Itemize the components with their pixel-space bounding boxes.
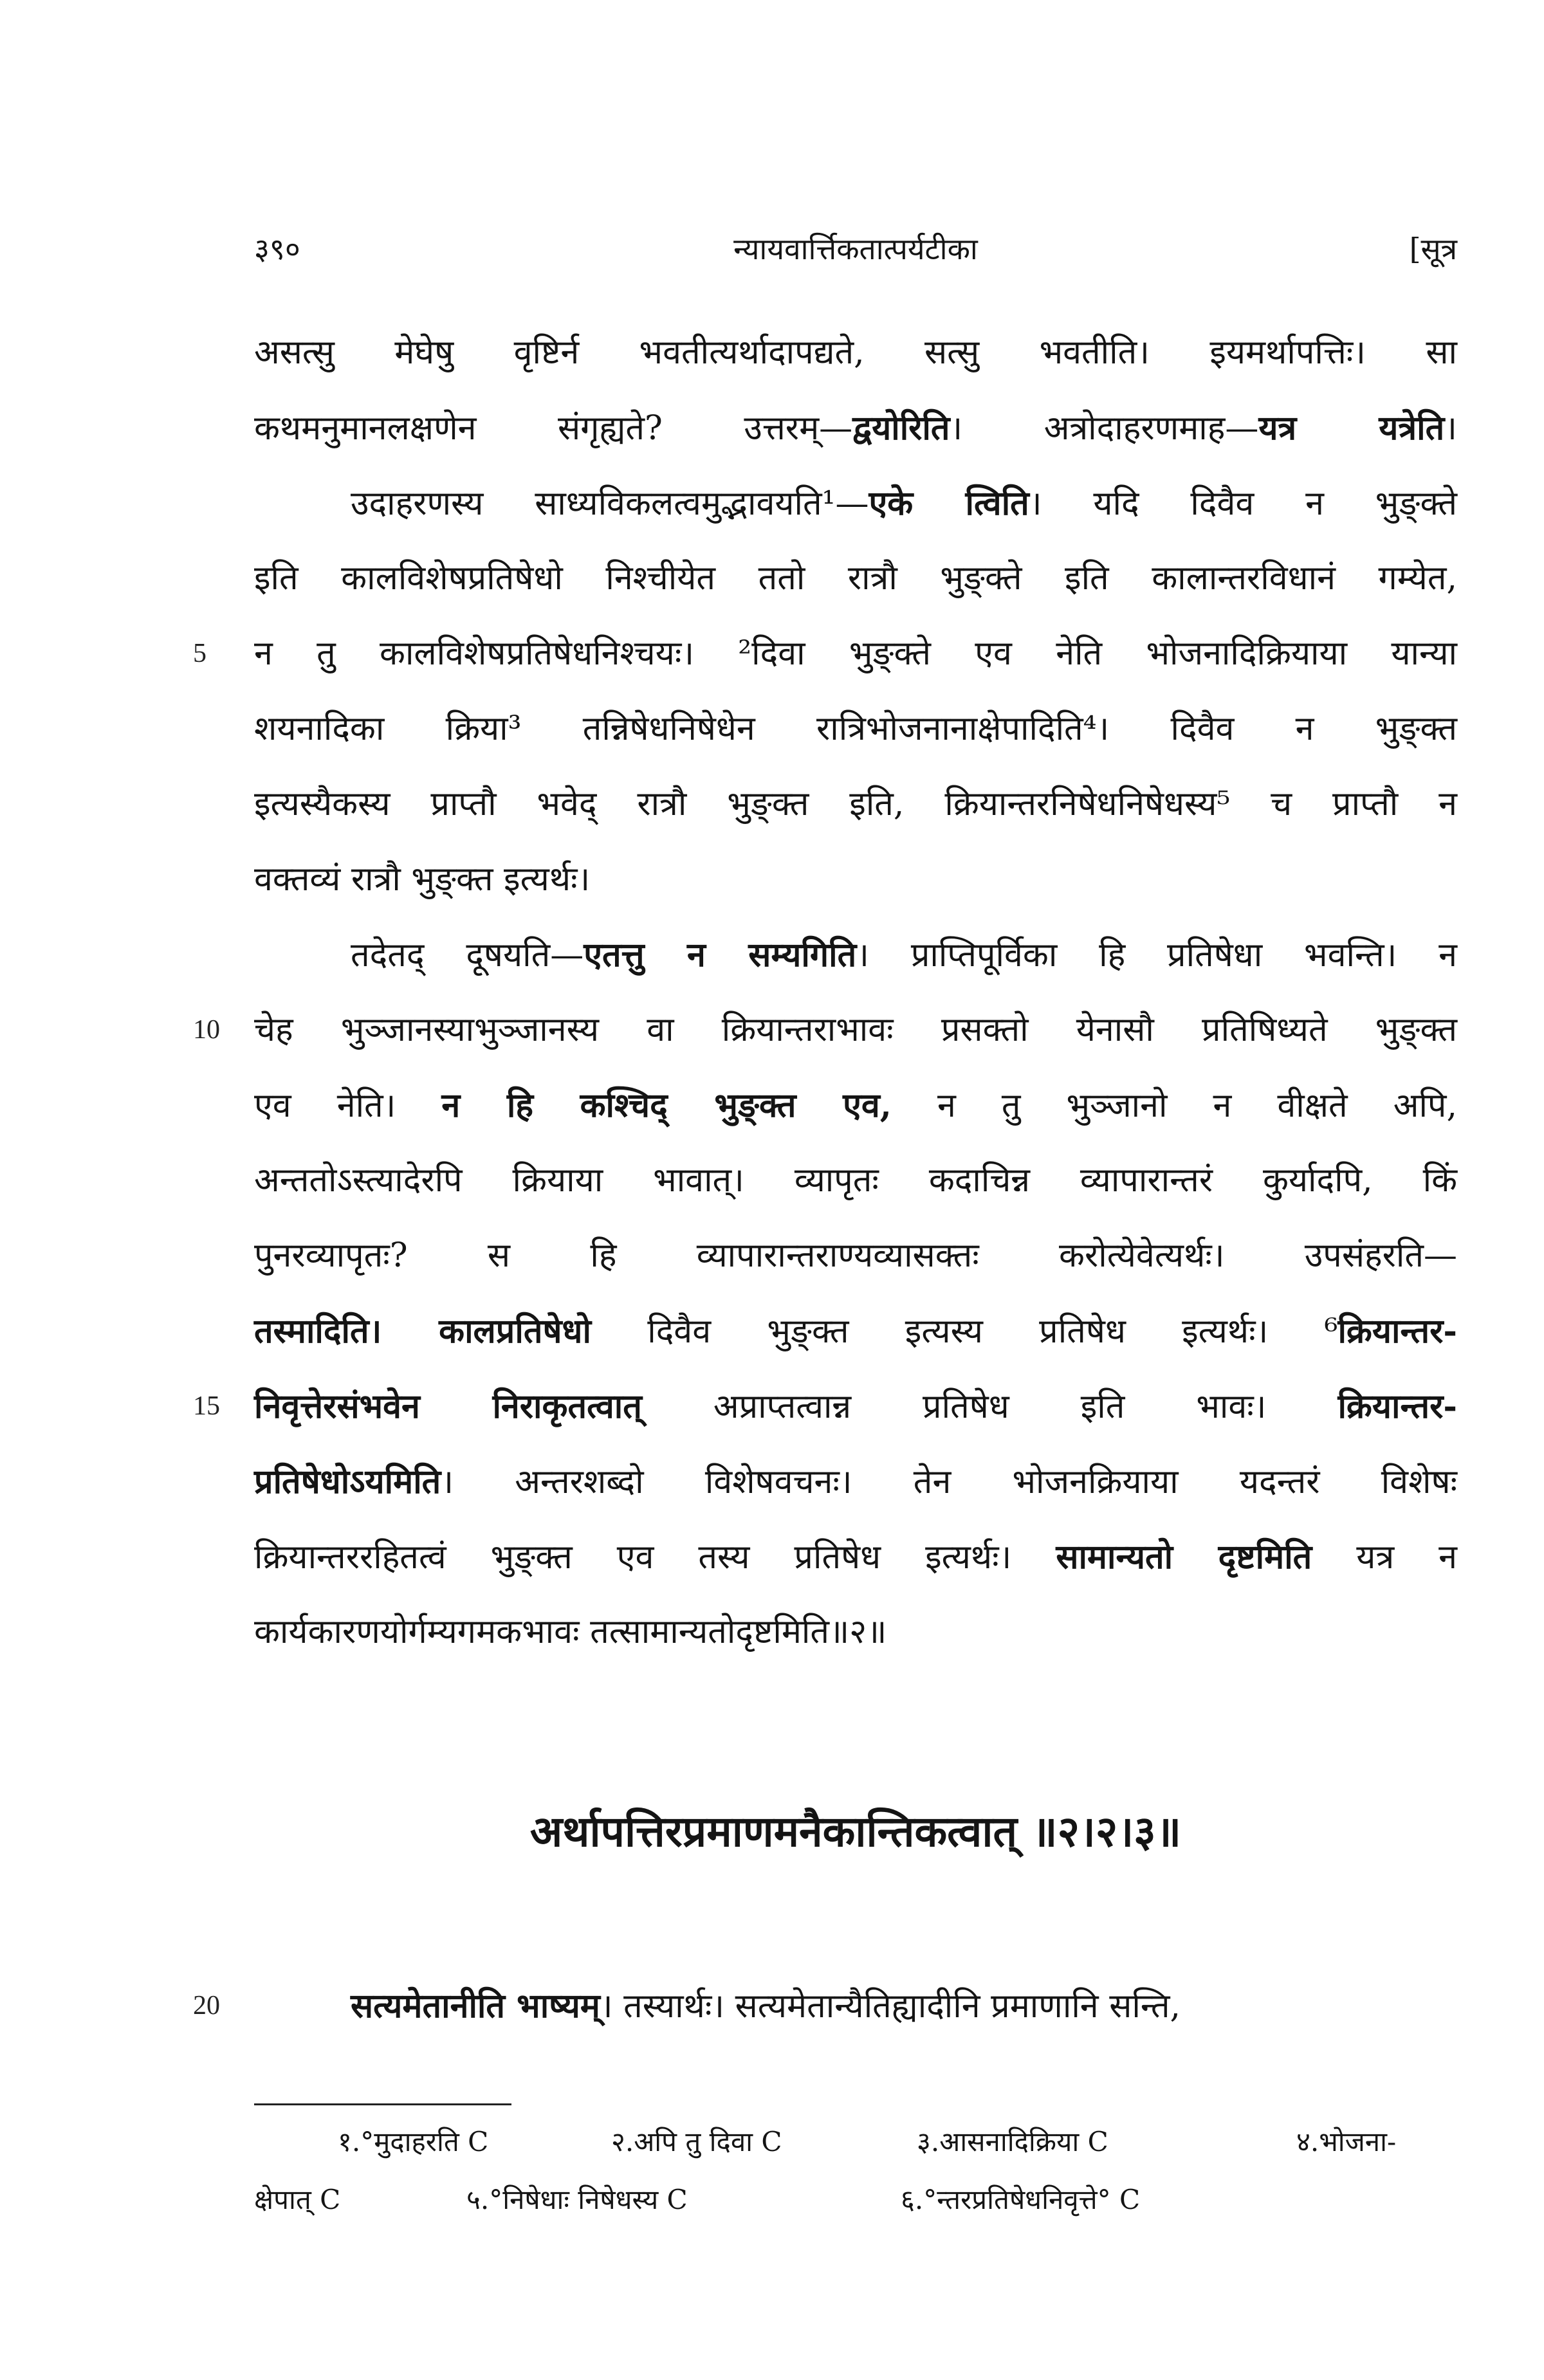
footnote-4: ४.भोजना- [1296, 2126, 1397, 2157]
text-span: एव नेति। [254, 1086, 442, 1125]
bold-term: निवृत्तेरसंभवेन निराकृतत्वात् [254, 1387, 642, 1426]
line-number: 15 [193, 1391, 220, 1421]
text-line [254, 691, 1457, 767]
text-line [254, 1068, 1457, 1143]
text-line [254, 1143, 1457, 1218]
bold-term: क्रियान्तर- [1337, 1387, 1457, 1426]
bold-term: सामान्यतो दृष्टमिति [1056, 1537, 1312, 1577]
footnote-2: २.अपि तु दिवा C [611, 2126, 782, 2157]
bold-term: प्रतिषेधोऽयमिति [254, 1462, 441, 1501]
text-line [254, 1444, 1457, 1519]
text-span: दिवैव भुङ्क्त इत्यस्य प्रतिषेध इत्यर्थः। ⁶ [591, 1312, 1338, 1351]
bold-term: एतत्तु न सम्यगिति [584, 935, 857, 975]
text-span: न तु कालविशेषप्रतिषेधनिश्चयः। ²दिवा भुङ्क्ते एव नेति भोजनादिक्रियाया यान्या [254, 634, 1457, 673]
section-label: [सूत्र [1409, 232, 1457, 266]
text-span: तदेतद् दूषयति— [351, 936, 584, 975]
text-span: । अत्रोदाहरणमाह— [950, 409, 1259, 448]
text-line [193, 993, 1457, 1068]
bold-term: यत्र यत्रेति [1258, 408, 1445, 448]
text-line [193, 616, 1457, 691]
footnote-3: ३.आसनादिक्रिया C [917, 2126, 1108, 2157]
text-span: अन्ततोऽस्त्यादेरपि क्रियाया भावात्। व्यापृतः कदाचिन्न व्यापारान्तरं कुर्यादपि, किं [254, 1161, 1457, 1200]
text-span: । यदि दिवैव न भुङ्क्ते [1029, 484, 1457, 523]
running-header [254, 228, 1457, 286]
bold-term: द्वयोरिति [852, 408, 950, 448]
text-span: कार्यकारणयोर्गम्यगमकभावः तत्सामान्यतोदृष्टमिति॥२॥ [254, 1613, 887, 1651]
running-title: न्यायवार्त्तिकतात्पर्यटीका [733, 232, 978, 266]
text-line [193, 1369, 1457, 1444]
footnote-row [254, 2113, 1457, 2171]
bold-term: क्रियान्तर- [1337, 1312, 1457, 1351]
text-span: चेह भुञ्जानस्याभुञ्जानस्य वा क्रियान्तराभावः प्रसक्तो येनासौ प्रतिषिध्यते भुङ्क्त [254, 1011, 1457, 1049]
text-span: असत्सु मेघेषु वृष्टिर्न भवतीत्यर्थादापद्यते, सत्सु भवतीति। इयमर्थापत्तिः। सा [254, 333, 1457, 372]
text-line [254, 917, 1457, 993]
text-line [254, 541, 1457, 616]
text-line [254, 390, 1457, 466]
line-number: 20 [193, 1991, 220, 2020]
line-number: 10 [193, 1015, 220, 1045]
footnote-1: १.°मुदाहरति C [338, 2126, 489, 2157]
text-span: यत्र न [1312, 1538, 1457, 1577]
footnote-row [254, 2171, 1457, 2229]
text-span: । अन्तरशब्दो विशेषवचनः। तेन भोजनक्रियाया यदन्तरं विशेषः [441, 1463, 1457, 1501]
bold-term: एके त्विति [868, 484, 1029, 523]
bold-term: तस्मादिति। कालप्रतिषेधो [254, 1312, 591, 1351]
text-span: इति कालविशेषप्रतिषेधो निश्चीयेत ततो रात्रौ भुङ्क्ते इति कालान्तरविधानं गम्येत, [254, 559, 1457, 598]
footnote-5: ५.°निषेधाः निषेधस्य C [466, 2184, 688, 2215]
page-number: ३९० [254, 232, 300, 266]
text-line [254, 466, 1457, 541]
line-number: 5 [193, 639, 207, 668]
text-span: । प्राप्तिपूर्विका हि प्रतिषेधा भवन्ति। न [856, 936, 1457, 975]
sutra-heading: अर्थापत्तिरप्रमाणमनैकान्तिकत्वात् ॥२।२।३॥ [529, 1806, 1182, 1856]
text-span: शयनादिका क्रिया³ तन्निषेधनिषेधेन रात्रिभोजनानाक्षेपादिति⁴। दिवैव न भुङ्क्त [254, 709, 1457, 748]
text-line [254, 1595, 1457, 1670]
text-line-20 [193, 1968, 1457, 2044]
text-span: क्रियान्तररहितत्वं भुङ्क्त एव तस्य प्रतिषेध इत्यर्थः। [254, 1538, 1056, 1577]
bold-term: न हि कश्चिद् भुङ्क्त एव, [441, 1086, 892, 1125]
text-line [254, 1294, 1457, 1369]
text-line [254, 1218, 1457, 1294]
text-span: उदाहरणस्य साध्यविकलत्वमुद्भावयति¹— [351, 484, 869, 523]
commentary-body [193, 315, 1457, 1670]
text-span: । तस्यार्थः। सत्यमेतान्यैतिह्यादीनि प्रमाणानि सन्ति, [600, 1987, 1181, 2026]
text-line [254, 842, 1457, 917]
footnote-6: ६.°न्तरप्रतिषेधनिवृत्ते° C [901, 2184, 1141, 2215]
text-span: कथमनुमानलक्षणेन संगृह्यते? उत्तरम्— [254, 409, 853, 448]
text-line [254, 1519, 1457, 1595]
footnotes [254, 2113, 1457, 2229]
text-line [254, 767, 1457, 842]
text-span: वक्तव्यं रात्रौ भुङ्क्त इत्यर्थः। [254, 860, 591, 899]
text-span: इत्यस्यैकस्य प्राप्तौ भवेद् रात्रौ भुङ्क्त इति, क्रियान्तरनिषेधनिषेधस्य⁵ च प्राप्तौ न [254, 785, 1457, 823]
bold-term: सत्यमेतानीति भाष्यम् [351, 1986, 600, 2026]
footnote-rule [254, 2103, 511, 2105]
text-span: न तु भुञ्जानो न वीक्षते अपि, [891, 1086, 1457, 1125]
text-span: अप्राप्तत्वान्न प्रतिषेध इति भावः। [641, 1387, 1338, 1426]
text-span: । [1444, 409, 1457, 448]
text-span: पुनरव्यापृतः? स हि व्यापारान्तराण्यव्यासक्तः करोत्येवेत्यर्थः। उपसंहरति— [254, 1236, 1457, 1275]
text-line [254, 315, 1457, 390]
footnote-4-cont: क्षेपात् C [254, 2184, 341, 2215]
